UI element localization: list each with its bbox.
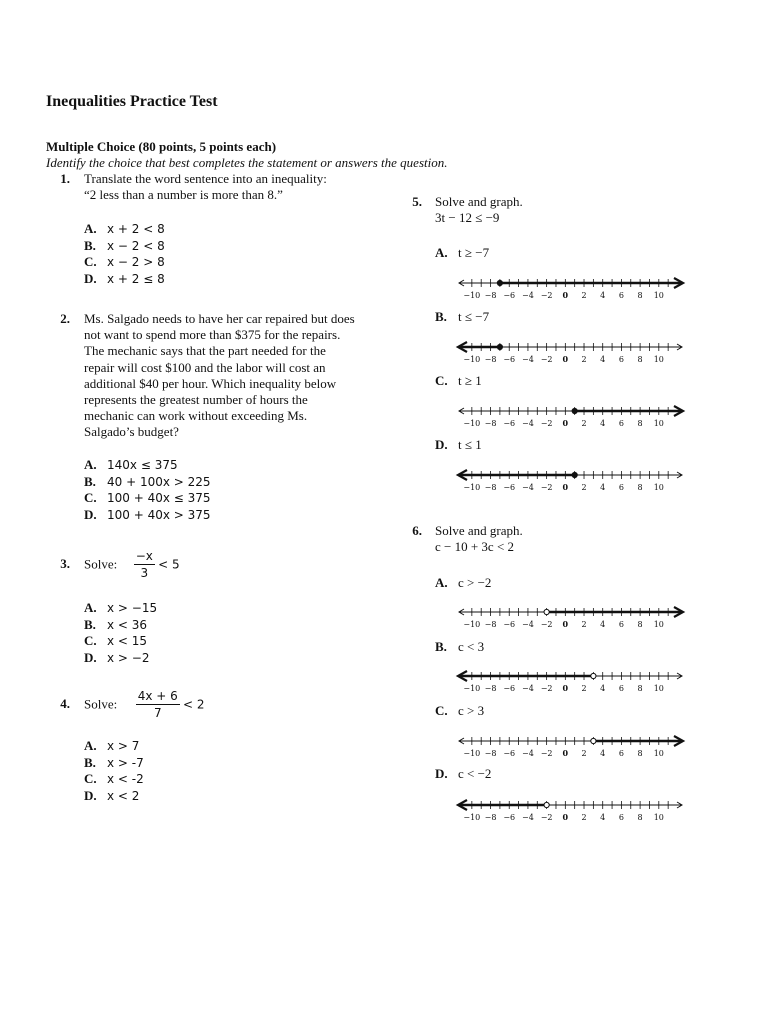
tick-label: 2 bbox=[581, 355, 587, 364]
tick-label: −2 bbox=[540, 684, 553, 693]
tick-label: 8 bbox=[637, 749, 643, 758]
tick-label: −8 bbox=[484, 419, 497, 428]
tick-label: −10 bbox=[463, 749, 481, 758]
option-b[interactable]: B. x > -7 bbox=[84, 754, 144, 770]
option-a[interactable]: A. x > −15 bbox=[84, 600, 158, 615]
option-d[interactable]: D. 100 + 40x > 375 bbox=[84, 506, 211, 522]
open-dot bbox=[544, 802, 549, 807]
tick-label: −8 bbox=[484, 813, 497, 822]
tick-label: −6 bbox=[503, 419, 516, 428]
question-line: mechanic can work without exceeding Ms. bbox=[84, 408, 308, 424]
closed-dot bbox=[497, 344, 502, 349]
fraction: $\frac{4x + 6}{7}$ bbox=[137, 689, 178, 721]
tick-label: 4 bbox=[600, 483, 606, 492]
q5-option-b-number-line bbox=[458, 342, 682, 364]
tick-label: 6 bbox=[618, 355, 624, 364]
tick-label: 8 bbox=[637, 419, 643, 428]
tick-label: 10 bbox=[653, 419, 664, 428]
option-c[interactable]: C. 100 + 40x ≤ 375 bbox=[84, 490, 211, 505]
closed-dot bbox=[572, 472, 577, 477]
tick-label: 6 bbox=[618, 620, 624, 629]
question-line: not want to spend more than $375 for the repairs. bbox=[84, 327, 341, 343]
q6-option-b[interactable]: B. c < 3 bbox=[435, 639, 485, 654]
tick-label: −4 bbox=[522, 291, 534, 300]
option-d[interactable]: D. x + 2 ≤ 8 bbox=[84, 270, 165, 286]
option-a[interactable]: A. x + 2 < 8 bbox=[84, 221, 165, 236]
open-dot bbox=[591, 738, 596, 743]
question-line: repair will cost $100 and the labor will cost an bbox=[84, 359, 326, 375]
question-line: “2 less than a number is more than 8.” bbox=[84, 187, 283, 203]
tick-label: −4 bbox=[522, 749, 534, 758]
tick-label: 4 bbox=[600, 355, 606, 364]
q5-option-c[interactable]: C. t ≥ 1 bbox=[435, 373, 482, 388]
question-number: 5. bbox=[412, 194, 422, 209]
tick-label: −8 bbox=[484, 684, 497, 693]
tick-label: 2 bbox=[581, 419, 587, 428]
tick-label: 8 bbox=[637, 684, 643, 693]
option-b[interactable]: B. 40 + 100x > 225 bbox=[84, 473, 211, 489]
tick-label: −8 bbox=[484, 749, 497, 758]
tick-label: 8 bbox=[637, 355, 643, 364]
tick-label: −2 bbox=[540, 355, 553, 364]
page-title: Inequalities Practice Test bbox=[46, 93, 218, 110]
tick-label: −10 bbox=[463, 291, 481, 300]
tick-label: −10 bbox=[463, 419, 481, 428]
tick-label: 0 bbox=[562, 748, 569, 758]
tick-label: 6 bbox=[618, 291, 624, 300]
tick-label: −10 bbox=[463, 684, 481, 693]
question-number: 1. bbox=[60, 171, 70, 186]
option-d[interactable]: D. x > −2 bbox=[84, 649, 150, 665]
q6-option-d[interactable]: D. c < −2 bbox=[435, 766, 492, 781]
q5-option-c-number-line bbox=[459, 406, 683, 428]
tick-label: 0 bbox=[562, 619, 569, 629]
question-line: Solve and graph. bbox=[435, 194, 523, 209]
tick-label: 10 bbox=[653, 684, 664, 693]
question-text: Solve: $\frac{4x + 6}{7}$ < 2 bbox=[84, 689, 205, 721]
q5-option-d[interactable]: D. t ≤ 1 bbox=[435, 437, 482, 452]
tick-label: 10 bbox=[653, 291, 664, 300]
tick-label: 6 bbox=[618, 419, 624, 428]
tick-label: −4 bbox=[522, 419, 534, 428]
option-c[interactable]: C. x − 2 > 8 bbox=[84, 254, 165, 269]
tick-label: 4 bbox=[600, 291, 606, 300]
tick-label: −10 bbox=[463, 483, 481, 492]
question-line: represents the greatest number of hours the bbox=[84, 392, 308, 408]
q5-option-d-number-line bbox=[458, 470, 682, 492]
tick-label: −8 bbox=[484, 483, 497, 492]
open-dot bbox=[591, 673, 596, 678]
tick-label: −6 bbox=[503, 620, 516, 629]
tick-label: 6 bbox=[618, 813, 624, 822]
tick-label: 4 bbox=[600, 813, 606, 822]
question-line: Salgado’s budget? bbox=[84, 424, 179, 440]
tick-label: −6 bbox=[503, 355, 516, 364]
q5-option-b[interactable]: B. t ≤ −7 bbox=[435, 309, 490, 324]
tick-label: −8 bbox=[484, 291, 497, 300]
q6-option-a[interactable]: A. c > −2 bbox=[435, 575, 492, 590]
tick-label: 10 bbox=[653, 749, 664, 758]
question-number: 3. bbox=[60, 556, 70, 571]
tick-label: −6 bbox=[503, 291, 516, 300]
tick-label: 4 bbox=[600, 620, 606, 629]
q6-option-d-number-line bbox=[458, 800, 682, 822]
tick-label: −10 bbox=[463, 355, 481, 364]
section-heading: Multiple Choice (80 points, 5 points each) bbox=[46, 139, 277, 154]
tick-label: −6 bbox=[503, 483, 516, 492]
question-number: 2. bbox=[60, 311, 70, 326]
tick-label: −4 bbox=[522, 813, 534, 822]
tick-label: −10 bbox=[463, 813, 481, 822]
instructions: Identify the choice that best completes the statement or answers the question. bbox=[46, 155, 448, 170]
tick-label: −8 bbox=[484, 620, 497, 629]
tick-label: −6 bbox=[503, 813, 516, 822]
question-number: 4. bbox=[60, 696, 70, 711]
q6-option-c-number-line bbox=[459, 736, 683, 758]
tick-label: −8 bbox=[484, 355, 497, 364]
tick-label: 2 bbox=[581, 749, 587, 758]
q6-option-b-number-line bbox=[458, 671, 682, 693]
tick-label: −4 bbox=[522, 620, 534, 629]
option-a[interactable]: A. 140x ≤ 375 bbox=[84, 457, 178, 472]
tick-label: −6 bbox=[503, 749, 516, 758]
closed-dot bbox=[572, 408, 577, 413]
open-dot bbox=[544, 609, 549, 614]
tick-label: 0 bbox=[562, 683, 569, 693]
tick-label: −2 bbox=[540, 419, 553, 428]
tick-label: 4 bbox=[600, 749, 606, 758]
tick-label: −2 bbox=[540, 483, 553, 492]
question-line: additional $40 per hour. Which inequality below bbox=[84, 375, 337, 391]
tick-label: 10 bbox=[653, 813, 664, 822]
question-line: 3t − 12 ≤ −9 bbox=[435, 210, 500, 226]
tick-label: 4 bbox=[600, 684, 606, 693]
tick-label: −4 bbox=[522, 483, 534, 492]
tick-label: −6 bbox=[503, 684, 516, 693]
tick-label: −10 bbox=[463, 620, 481, 629]
tick-label: 2 bbox=[581, 483, 587, 492]
tick-label: 0 bbox=[562, 812, 569, 822]
tick-label: 4 bbox=[600, 419, 606, 428]
question-line: The mechanic says that the part needed for the bbox=[84, 343, 326, 359]
tick-label: −4 bbox=[522, 684, 534, 693]
option-c[interactable]: C. x < -2 bbox=[84, 771, 144, 786]
tick-label: 8 bbox=[637, 620, 643, 629]
tick-label: 0 bbox=[562, 290, 569, 300]
option-b[interactable]: B. x − 2 < 8 bbox=[84, 237, 165, 253]
tick-label: 2 bbox=[581, 620, 587, 629]
q5-option-a-number-line bbox=[459, 278, 683, 300]
question-line: c − 10 + 3c < 2 bbox=[435, 539, 515, 555]
fraction: $\frac{-x}{3}$ bbox=[135, 549, 153, 581]
tick-label: 8 bbox=[637, 813, 643, 822]
closed-dot bbox=[497, 280, 502, 285]
tick-label: 6 bbox=[618, 749, 624, 758]
tick-label: 10 bbox=[653, 483, 664, 492]
option-d[interactable]: D. x < 2 bbox=[84, 787, 140, 803]
tick-label: 2 bbox=[581, 291, 587, 300]
question-text: Solve: $\frac{-x}{3}$ < 5 bbox=[84, 549, 180, 581]
tick-label: −2 bbox=[540, 620, 553, 629]
q6-option-c[interactable]: C. c > 3 bbox=[435, 703, 485, 718]
tick-label: −2 bbox=[540, 813, 553, 822]
q6-option-a-number-line bbox=[459, 607, 683, 629]
tick-label: −2 bbox=[540, 291, 553, 300]
tick-label: 2 bbox=[581, 813, 587, 822]
tick-label: −4 bbox=[522, 355, 534, 364]
option-b[interactable]: B. x < 36 bbox=[84, 616, 148, 632]
tick-label: 8 bbox=[637, 483, 643, 492]
tick-label: 0 bbox=[562, 354, 569, 364]
question-line: Solve and graph. bbox=[435, 523, 523, 538]
tick-label: 8 bbox=[637, 291, 643, 300]
question-number: 6. bbox=[412, 523, 422, 538]
tick-label: 10 bbox=[653, 355, 664, 364]
tick-label: 6 bbox=[618, 684, 624, 693]
tick-label: 0 bbox=[562, 482, 569, 492]
option-a[interactable]: A. x > 7 bbox=[84, 738, 140, 753]
q5-option-a[interactable]: A. t ≥ −7 bbox=[435, 245, 490, 260]
tick-label: 10 bbox=[653, 620, 664, 629]
tick-label: 6 bbox=[618, 483, 624, 492]
option-c[interactable]: C. x < 15 bbox=[84, 633, 148, 648]
question-line: Translate the word sentence into an inequality: bbox=[84, 171, 327, 186]
tick-label: −2 bbox=[540, 749, 553, 758]
tick-label: 2 bbox=[581, 684, 587, 693]
question-line: Ms. Salgado needs to have her car repaired but does bbox=[84, 311, 355, 326]
tick-label: 0 bbox=[562, 418, 569, 428]
